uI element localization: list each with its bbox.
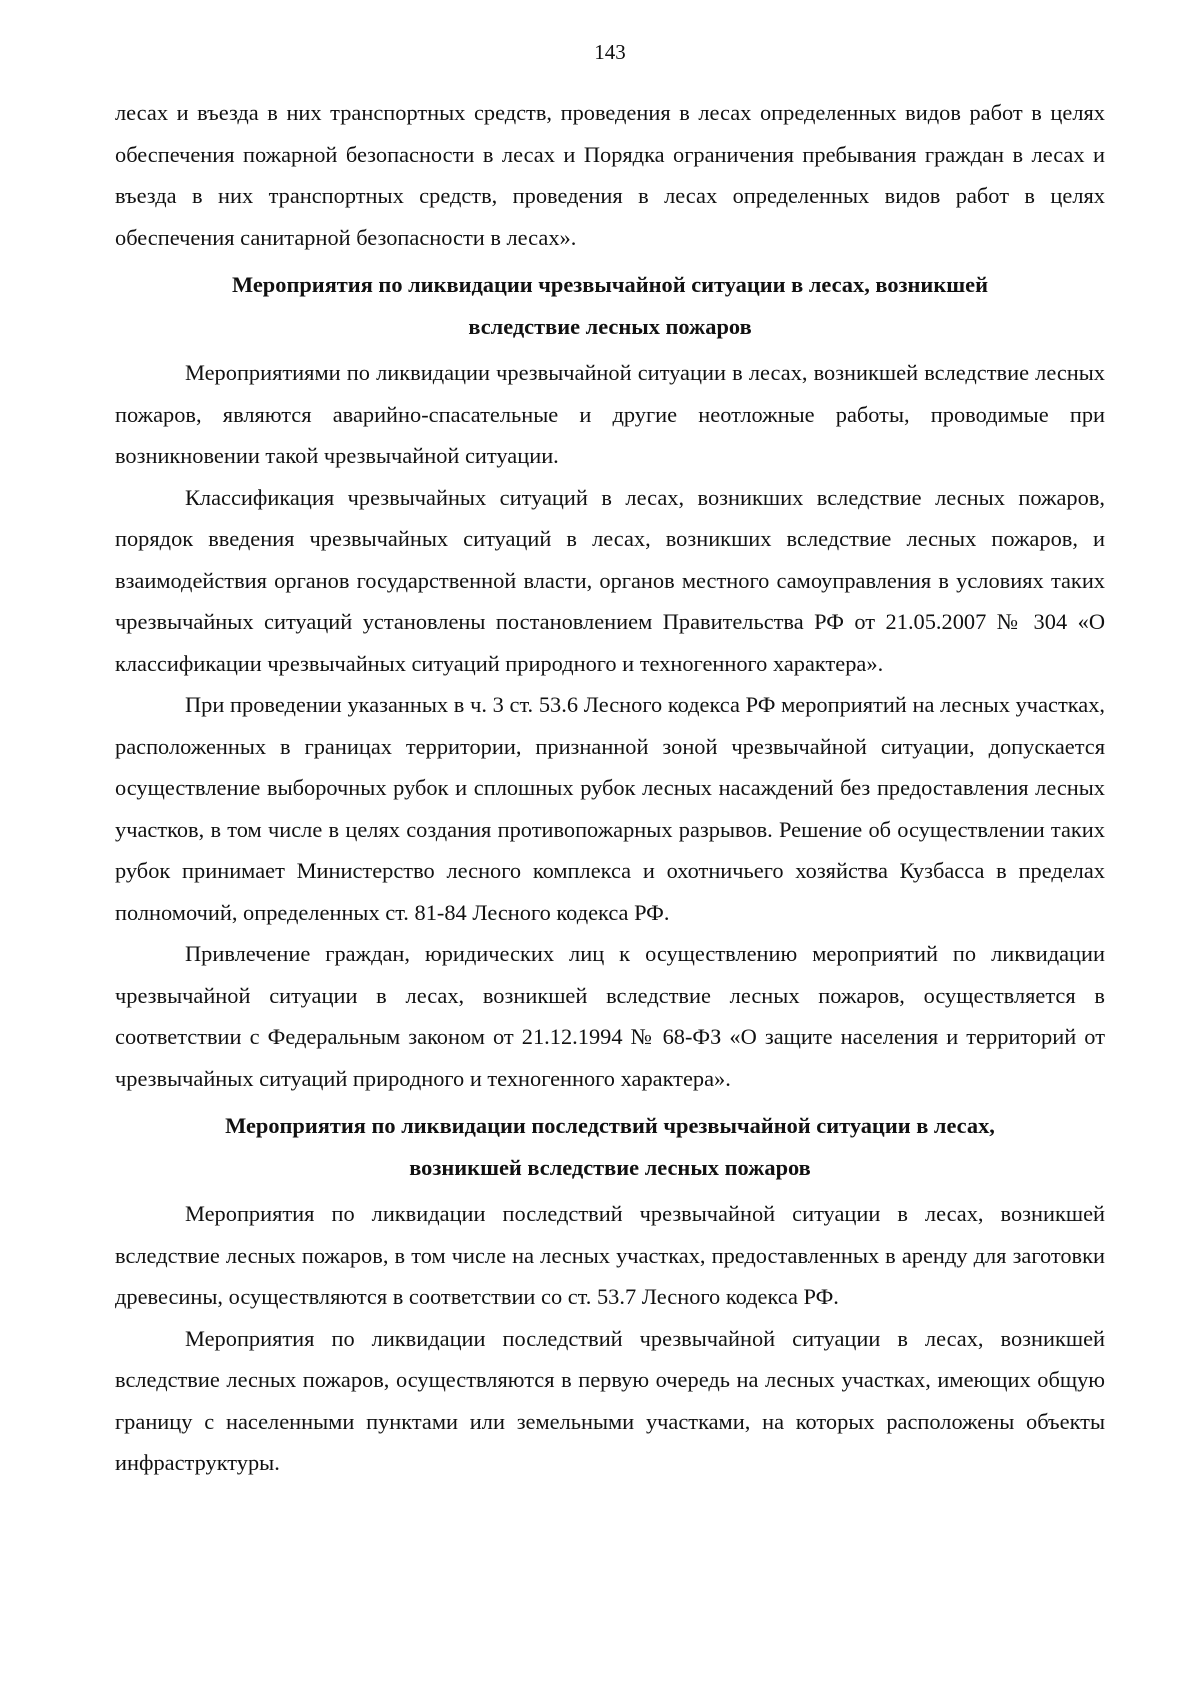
heading-line: возникшей вследствие лесных пожаров: [409, 1155, 811, 1180]
paragraph: Мероприятиями по ликвидации чрезвычайной ситуации в лесах, возникшей вследствие лесных пожаров, являются аварийно-спасательные и другие неотложные работы, проводимые при возникновении такой чрезвычайной ситуации.: [115, 360, 1105, 468]
section-heading-emergency-liquidation: [115, 264, 1105, 348]
continuation-paragraph: лесах и въезда в них транспортных средств, проведения в лесах определенных видов работ в целях обеспечения пожарной безопасности в лесах и Порядка ограничения пребывания граждан в лесах и въезда в них транспортных средств, проведения в лесах определенных видов работ в целях обеспечения санитарной безопасности в лесах».: [115, 100, 1105, 250]
heading-line: Мероприятия по ликвидации последствий чрезвычайной ситуации в лесах,: [225, 1113, 995, 1138]
paragraph: Классификация чрезвычайных ситуаций в лесах, возникших вследствие лесных пожаров, порядок введения чрезвычайных ситуаций в лесах, возникших вследствие лесных пожаров, и взаимодействия органов государственной власти, органов местного самоуправления в условиях таких чрезвычайных ситуаций установлены постановлением Правительства РФ от 21.05.2007 № 304 «О классификации чрезвычайных ситуаций природного и техногенного характера».: [115, 484, 1105, 676]
heading-line: вследствие лесных пожаров: [468, 314, 752, 339]
page-number: 143: [594, 40, 626, 64]
heading-line: Мероприятия по ликвидации чрезвычайной ситуации в лесах, возникшей: [232, 272, 988, 297]
paragraph: Мероприятия по ликвидации последствий чрезвычайной ситуации в лесах, возникшей вследствие лесных пожаров, в том числе на лесных участках, предоставленных в аренду для заготовки древесины, осуществляются в соответствии со ст. 53.7 Лесного кодекса РФ.: [115, 1201, 1105, 1309]
document-page: [115, 36, 1105, 1484]
paragraph: Привлечение граждан, юридических лиц к осуществлению мероприятий по ликвидации чрезвычайной ситуации в лесах, возникшей вследствие лесных пожаров, осуществляется в соответствии с Федеральным законом от 21.12.1994 № 68-ФЗ «О защите населения и территорий от чрезвычайных ситуаций природного и техногенного характера».: [115, 941, 1105, 1091]
section-heading-consequences-liquidation: [115, 1105, 1105, 1189]
paragraph: Мероприятия по ликвидации последствий чрезвычайной ситуации в лесах, возникшей вследствие лесных пожаров, осуществляются в первую очередь на лесных участках, имеющих общую границу с населенными пунктами или земельными участками, на которых расположены объекты инфраструктуры.: [115, 1325, 1105, 1475]
paragraph: При проведении указанных в ч. 3 ст. 53.6 Лесного кодекса РФ мероприятий на лесных участках, расположенных в границах территории, признанной зоной чрезвычайной ситуации, допускается осуществление выборочных рубок и сплошных рубок лесных насаждений без предоставления лесных участков, в том числе в целях создания противопожарных разрывов. Решение об осуществлении таких рубок принимает Министерство лесного комплекса и охотничьего хозяйства Кузбасса в пределах полномочий, определенных ст. 81-84 Лесного кодекса РФ.: [115, 692, 1105, 925]
